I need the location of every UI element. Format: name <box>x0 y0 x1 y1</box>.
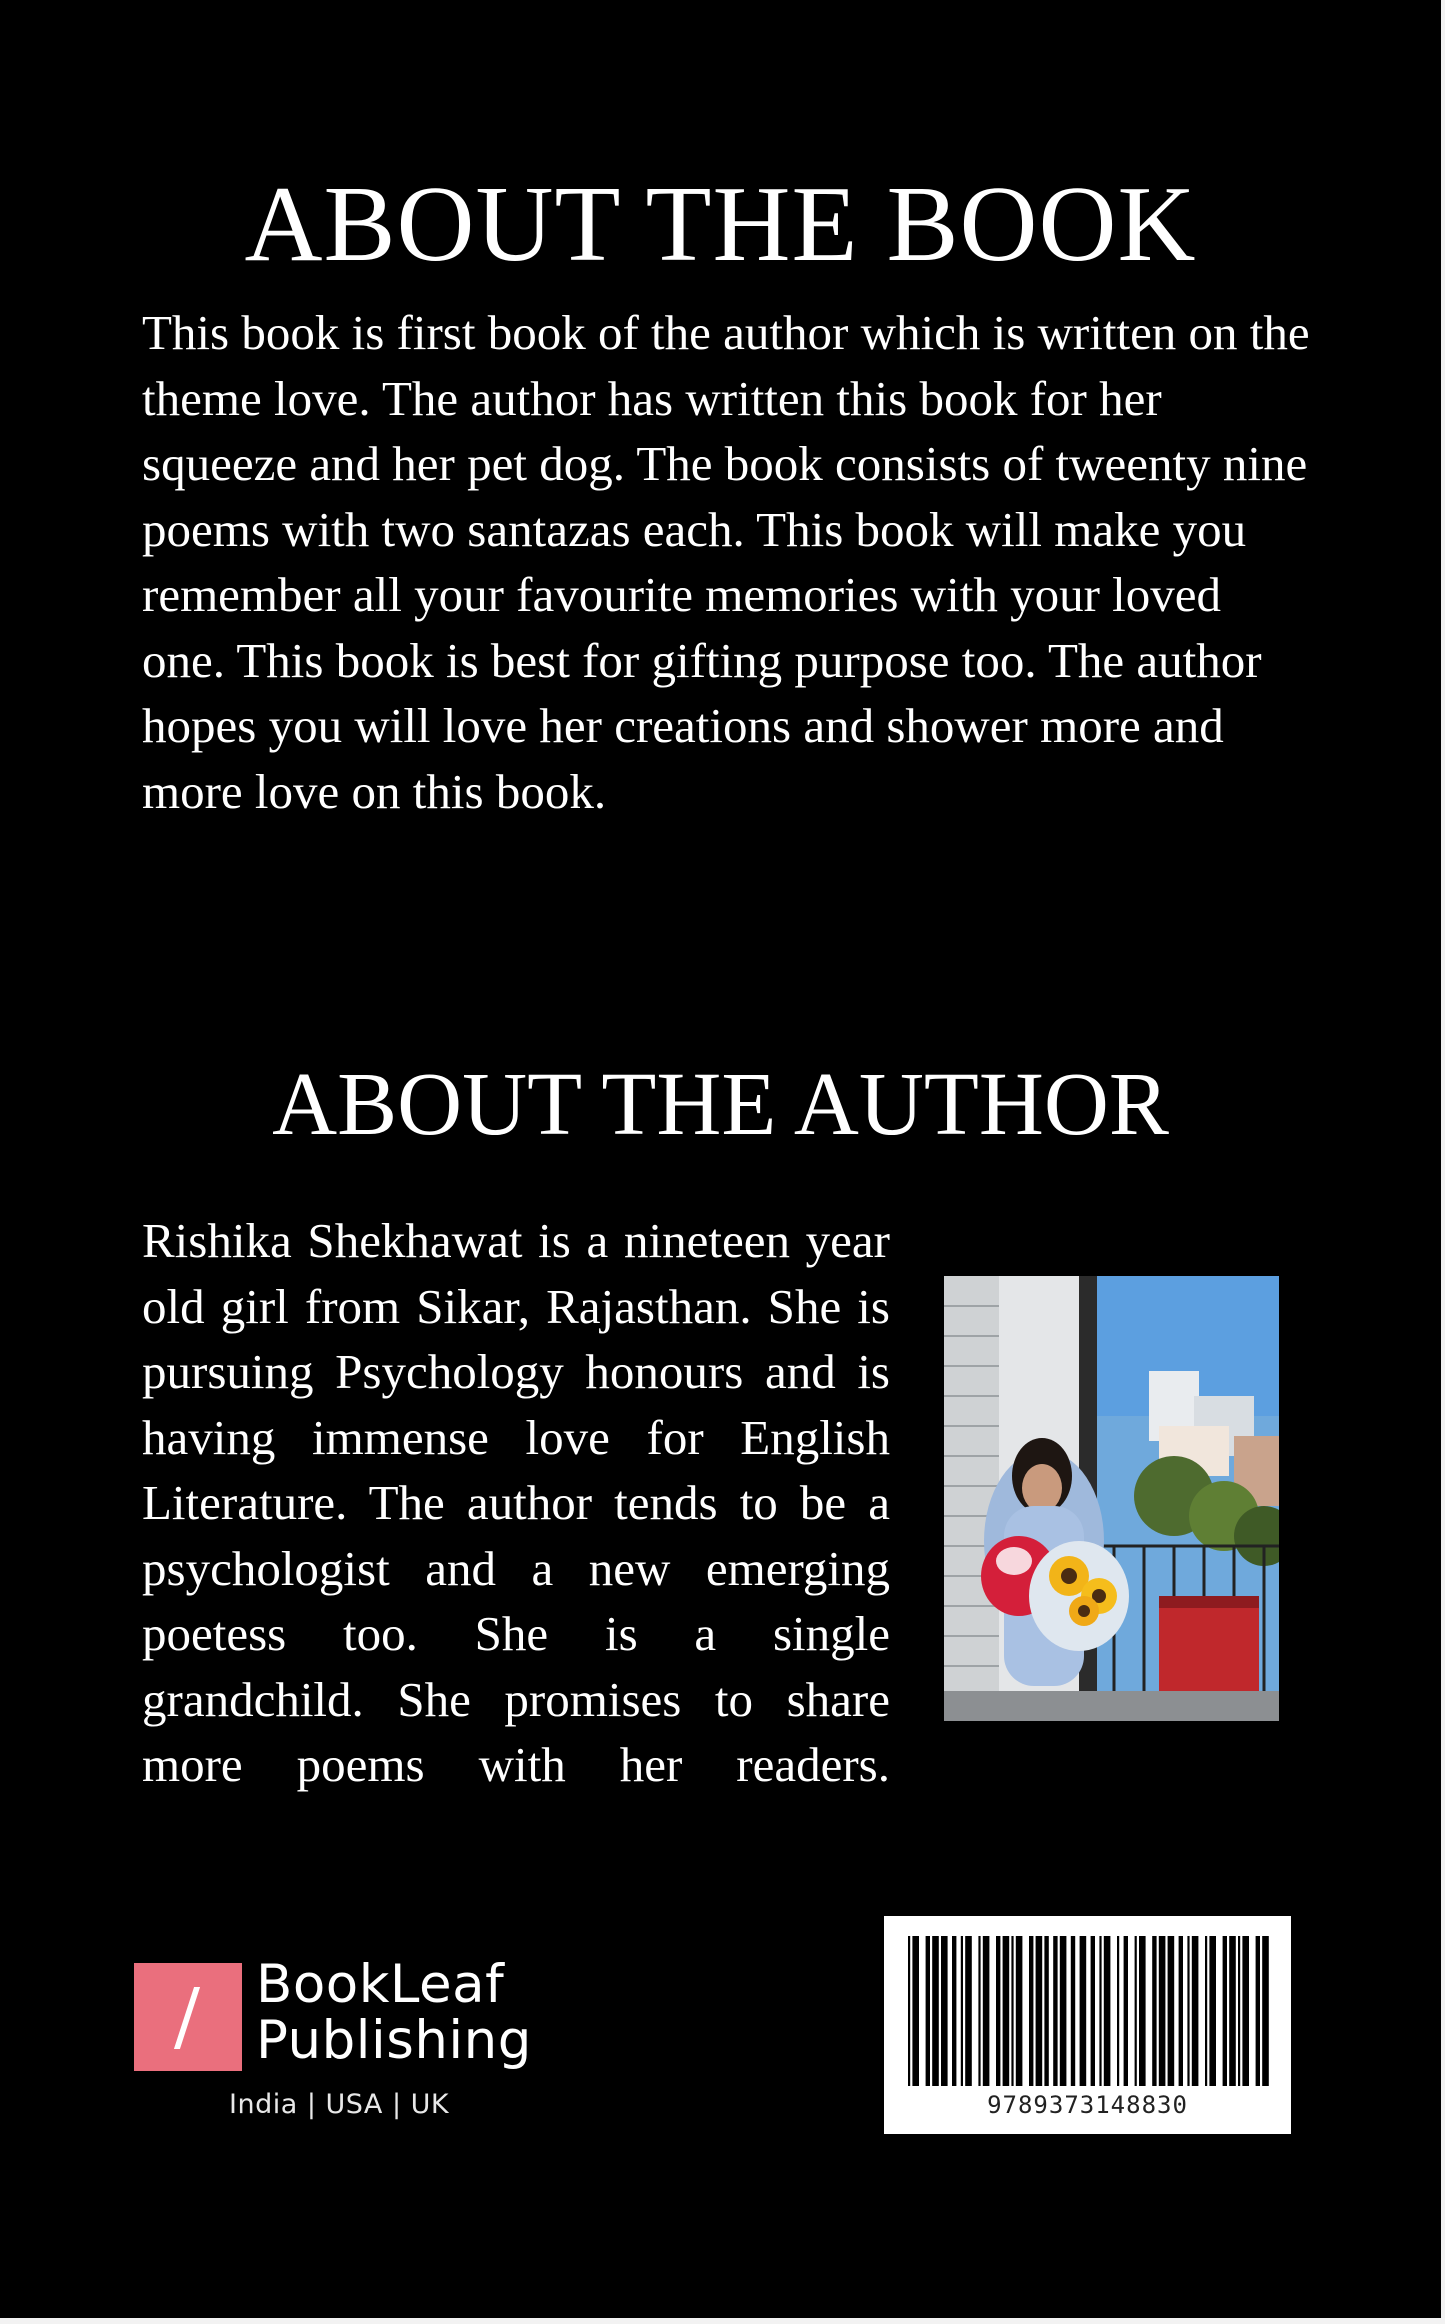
isbn-barcode <box>884 1916 1291 2134</box>
publisher-regions: India | USA | UK <box>229 2089 450 2120</box>
publisher-logo <box>134 1954 534 2133</box>
about-author-text: Rishika Shekhawat is a nineteen year old girl from Sikar, Rajasthan. She is pursuing Psychology honours and is having immense love for English Literature. The author tends to be a psychologist and a new emerging poetess too. She is a single grandchild. She promises to share more poems with her readers. <box>142 1213 890 1792</box>
isbn-number: 9789373148830 <box>987 2091 1188 2119</box>
publisher-name-line2: Publishing <box>256 2010 532 2071</box>
author-photo <box>944 1276 1279 1721</box>
publisher-name-line1: BookLeaf <box>256 1954 505 2015</box>
about-author-heading: ABOUT THE AUTHOR <box>272 1055 1169 1154</box>
about-book-heading: ABOUT THE BOOK <box>244 165 1197 284</box>
barcode-bars <box>904 1936 1271 2086</box>
publisher-name <box>256 1954 532 2071</box>
about-book-text: This book is first book of the author which is written on the theme love. The author has written this book for her squeeze and her pet dog. The book consists of tweenty nine poems with two santazas each. This book will make you remember all your favourite memories with your loved one. This book is best for gifting purpose too. The author hopes you will love her creations and shower more and more love on this book. <box>142 305 1310 819</box>
logo-mark-icon <box>134 1963 242 2071</box>
